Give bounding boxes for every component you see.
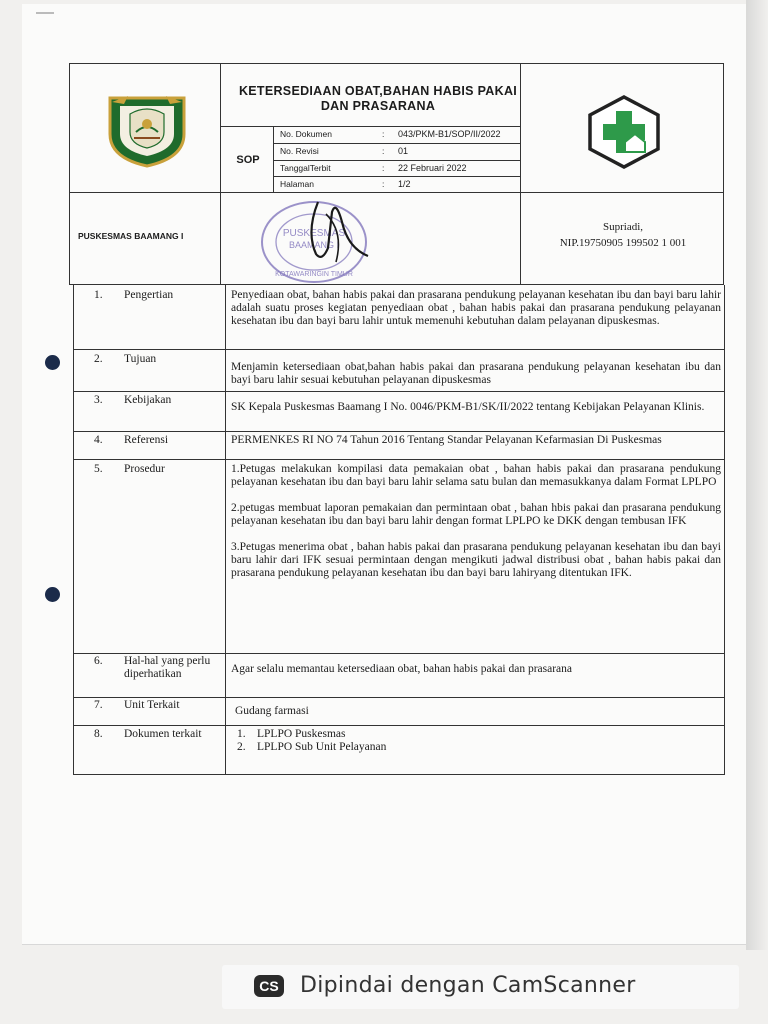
meta-row-revision xyxy=(278,145,520,158)
section-text-purpose: Menjamin ketersediaan obat,bahan habis pakai dan prasarana pendukung pelayanan kesehatan ibu dan bayi baru lahir sesuai kebutuhan pelayanan dipuskesmas xyxy=(231,361,721,386)
divider xyxy=(70,192,724,193)
puskesmas-logo-icon xyxy=(584,94,664,170)
meta-key: TanggalTerbit xyxy=(280,163,331,173)
meta-row-issue-date xyxy=(278,162,520,175)
meta-row-page xyxy=(278,178,520,191)
divider xyxy=(74,391,725,392)
camscanner-logo-icon: CS xyxy=(254,975,284,997)
list-item-text: LPLPO Sub Unit Pelayanan xyxy=(257,741,387,753)
punch-hole-bottom xyxy=(45,587,60,602)
divider xyxy=(273,160,520,161)
section-list-related-documents xyxy=(231,728,721,754)
section-title: Hal-hal yang perlu diperhatikan xyxy=(124,655,211,680)
signer-name: Supriadi, xyxy=(602,221,644,233)
section-text-reference: PERMENKES RI NO 74 Tahun 2016 Tentang Standar Pelayanan Kefarmasian Di Puskesmas xyxy=(231,434,662,446)
procedure-step: 3.Petugas menerima obat , bahan habis pakai dan prasarana pendukung pelayanan kesehatan ibu dan bayi baru lahir dari IFK sesuai permintaan dengan mengikuti jadwal distribusi obat , bahan habis pakai dan prasarana pendukung pelayanan kesehatan ibu dan bayi baru lahiryang ditentukan IFK. xyxy=(231,541,721,579)
section-title: Unit Terkait xyxy=(124,699,180,711)
section-number: 7. xyxy=(94,699,103,711)
divider xyxy=(74,431,725,432)
meta-row-document-number xyxy=(278,128,520,141)
punch-hole-top xyxy=(45,355,60,370)
divider xyxy=(74,697,725,698)
meta-value: 043/PKM-B1/SOP/II/2022 xyxy=(398,129,501,139)
stamp-text-top: PUSKESMAS xyxy=(282,228,346,239)
meta-colon: : xyxy=(382,163,385,173)
section-title: Pengertian xyxy=(124,289,174,301)
section-title: Kebijakan xyxy=(124,394,172,406)
corner-mark xyxy=(36,12,54,14)
signer-block xyxy=(522,219,724,251)
section-title: Referensi xyxy=(124,434,169,446)
divider xyxy=(273,143,520,144)
meta-value: 1/2 xyxy=(398,179,411,189)
section-text-related-unit: Gudang farmasi xyxy=(235,705,309,717)
list-item-number: 2. xyxy=(237,741,246,753)
sop-header xyxy=(69,63,724,285)
document-title: KETERSEDIAAN OBAT,BAHAN HABIS PAKAI DAN PRASARANA xyxy=(238,84,518,113)
page-edge-shadow xyxy=(746,0,768,950)
meta-colon: : xyxy=(382,179,385,189)
divider xyxy=(220,126,520,127)
section-title: Dokumen terkait xyxy=(124,728,202,740)
section-title: Prosedur xyxy=(124,463,165,475)
divider xyxy=(273,176,520,177)
regional-emblem-icon xyxy=(104,92,190,168)
section-title: Tujuan xyxy=(124,353,157,365)
stamp-text-bottom: KOTAWARINGIN TIMUR xyxy=(275,271,353,278)
stamp-text-mid: BAAMANG I xyxy=(288,240,340,250)
list-item xyxy=(231,728,721,741)
list-item-number: 1. xyxy=(237,728,246,740)
procedure-step: 2.petugas membuat laporan pemakaian dan permintaan obat , bahan hbis pakai dan prasarana pendukung pelayanan kesehatan ibu dan bayi baru lahir dengan format LPLPO ke DKK dengan tembusan IFK xyxy=(231,502,721,527)
section-number: 8. xyxy=(94,728,103,740)
meta-value: 01 xyxy=(398,146,409,156)
sop-label: SOP xyxy=(236,154,260,166)
section-number: 5. xyxy=(94,463,103,475)
meta-colon: : xyxy=(382,146,385,156)
list-item xyxy=(231,741,721,754)
sop-content-table xyxy=(73,285,725,775)
divider xyxy=(74,653,725,654)
divider xyxy=(74,459,725,460)
section-text-definition: Penyediaan obat, bahan habis pakai dan prasarana pendukung pelayanan kesehatan ibu dan bayi baru lahir adalah suatu proses kegiatan penyediaan obat , bahan habis pakai dan prasarana pendukung pelayanan kesehatan ibu dan bayi baru lahir untuk memenuhi kebutuhan dalam pelayanan dipuskesmas. xyxy=(231,289,721,327)
meta-key: No. Dokumen xyxy=(280,129,332,139)
meta-key: Halaman xyxy=(280,179,315,189)
section-number: 4. xyxy=(94,434,103,446)
divider xyxy=(220,64,221,285)
section-text-procedure xyxy=(231,463,721,580)
procedure-step: 1.Petugas melakukan kompilasi data pemakaian obat , bahan habis pakai dan prasarana pendukung pelayanan kesehatan ibu dan bayi baru lahir selama satu bulan dan memasukkanya dalam Format LPLPO xyxy=(231,463,721,488)
list-item-text: LPLPO Puskesmas xyxy=(257,728,346,740)
divider xyxy=(74,349,725,350)
watermark-text: Dipindai dengan CamScanner xyxy=(300,973,636,998)
section-text-notes: Agar selalu memantau ketersediaan obat, bahan habis pakai dan prasarana xyxy=(231,663,573,675)
section-number: 3. xyxy=(94,394,103,406)
unit-name: PUSKESMAS BAAMANG I xyxy=(78,231,184,241)
meta-value: 22 Februari 2022 xyxy=(398,163,467,173)
divider xyxy=(225,285,226,774)
section-number: 1. xyxy=(94,289,103,301)
divider xyxy=(74,725,725,726)
signer-nip: NIP.19750905 199502 1 001 xyxy=(559,237,687,249)
section-number: 6. xyxy=(94,655,103,667)
meta-colon: : xyxy=(382,129,385,139)
section-number: 2. xyxy=(94,353,103,365)
camscanner-watermark xyxy=(222,965,739,1009)
official-stamp-icon xyxy=(256,192,380,288)
meta-key: No. Revisi xyxy=(280,146,319,156)
section-text-policy: SK Kepala Puskesmas Baamang I No. 0046/PKM-B1/SK/II/2022 tentang Kebijakan Pelayanan Klinis. xyxy=(231,401,705,413)
